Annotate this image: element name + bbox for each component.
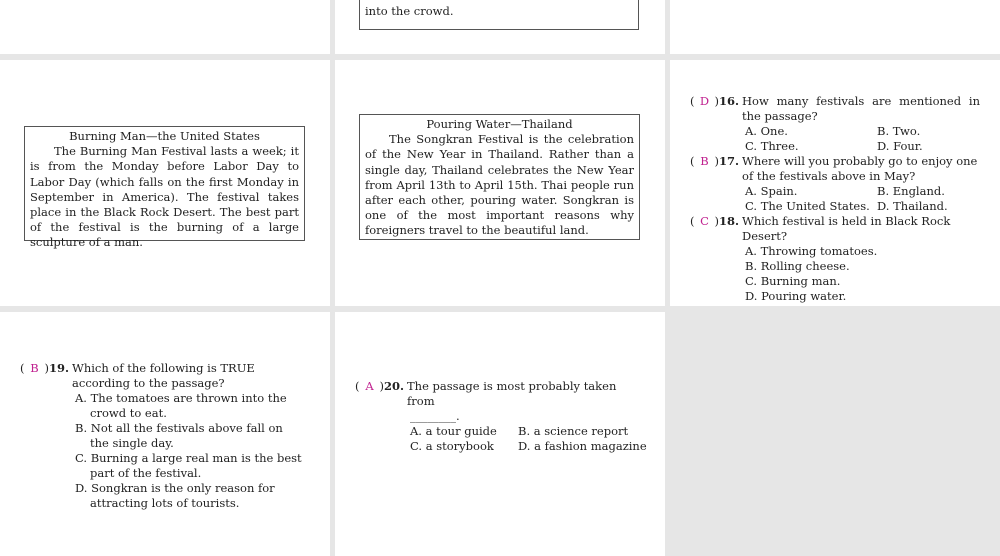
question-16: ( D ) 16. How many festivals are mentioned in the passage? A. One. B. Two. C. Three. D. Four. — [690, 94, 980, 154]
pouring-water-title: Pouring Water—Thailand — [426, 117, 573, 131]
q19-option-b: B. Not all the festivals above fall on the single day. — [75, 421, 283, 450]
panel-r1c3 — [670, 0, 1000, 54]
q16-option-d: D. Four. — [877, 139, 923, 153]
answer-20: A — [365, 379, 374, 393]
q16-option-a: A. One. — [745, 124, 788, 138]
burning-man-text: The Burning Man Festival lasts a week; it is from the Monday before Labor Day to Labor Day (which falls on the first Monday in September in America). The festival takes place in the Black Rock Desert. The best part of the festival is the burning of a large sculpture of a man. — [30, 144, 299, 250]
q19-option-a: A. The tomatoes are thrown into the crowd to eat. — [75, 391, 287, 420]
question-16-text: How many festivals are mentioned in the passage? — [742, 94, 980, 123]
q17-option-b: B. England. — [877, 184, 945, 198]
q17-option-c: C. The United States. — [745, 199, 870, 213]
q20-option-a: A. a tour guide — [410, 424, 497, 438]
panel-r1c1 — [0, 0, 330, 54]
question-18-text: Which festival is held in Black Rock Desert? — [742, 214, 951, 243]
question-number-19: 19. — [49, 361, 70, 375]
question-20-blank: ________. — [410, 409, 460, 423]
question-17: ( B ) 17. Where will you probably go to enjoy one of the festivals above in May? A. Spain. B. England. C. The United States. D. Thailand. — [690, 154, 980, 214]
pouring-water-text: The Songkran Festival is the celebration of the New Year in Thailand. Rather than a single day, Thailand celebrates the New Year from April 13th to April 15th. Thai people run after each other, pouring water. Songkran is one of the most important reasons why foreigners travel to the beautiful land. — [365, 132, 634, 238]
question-number-18: 18. — [719, 214, 740, 228]
pouring-water-passage — [359, 114, 640, 240]
question-number-17: 17. — [719, 154, 740, 168]
top-snippet-text: into the crowd. — [365, 4, 454, 18]
q17-option-d: D. Thailand. — [877, 199, 948, 213]
burning-man-passage — [24, 126, 305, 250]
questions-16-18 — [690, 94, 980, 304]
question-20: ( A ) 20. The passage is most probably taken from ________. A. a tour guide B. a science report C. a storybook D. a fashion magazine — [355, 379, 640, 454]
q18-option-b: B. Rolling cheese. — [745, 259, 850, 273]
q20-option-b: B. a science report — [518, 424, 629, 438]
question-number-20: 20. — [384, 379, 405, 393]
question-18: ( C ) 18. Which festival is held in Black Rock Desert? A. Throwing tomatoes. B. Rolling cheese. C. Burning man. D. Pouring water. — [690, 214, 980, 304]
question-17-text: Where will you probably go to enjoy one of the festivals above in May? — [742, 154, 978, 183]
q16-option-c: C. Three. — [745, 139, 799, 153]
burning-man-title: Burning Man—the United States — [69, 129, 260, 143]
q17-option-a: A. Spain. — [745, 184, 798, 198]
q16-option-b: B. Two. — [877, 124, 921, 138]
answer-16: D — [699, 94, 710, 108]
q20-option-d: D. a fashion magazine — [518, 439, 647, 453]
q19-option-c: C. Burning a large real man is the best part of the festival. — [75, 451, 302, 480]
answer-17: B — [700, 154, 709, 168]
question-19-text: Which of the following is TRUE according to the passage? — [72, 361, 255, 390]
question-number-16: 16. — [719, 94, 740, 108]
q18-option-d: D. Pouring water. — [745, 289, 847, 303]
q18-option-c: C. Burning man. — [745, 274, 841, 288]
top-passage-snippet — [359, 0, 639, 30]
question-19: ( B ) 19. Which of the following is TRUE according to the passage? A. The tomatoes are thrown into the crowd to eat. B. Not all the festivals above fall on the single day. C. Burning a large real man is the best part of the festival. D. Songkran is the only reason for attracting lots of tourists. — [20, 361, 302, 510]
q20-option-c: C. a storybook — [410, 439, 494, 453]
q18-option-a: A. Throwing tomatoes. — [745, 244, 878, 258]
answer-18: C — [700, 214, 709, 228]
answer-19: B — [30, 361, 39, 375]
q19-option-d: D. Songkran is the only reason for attracting lots of tourists. — [75, 481, 275, 510]
question-20-text: The passage is most probably taken from — [407, 379, 617, 408]
